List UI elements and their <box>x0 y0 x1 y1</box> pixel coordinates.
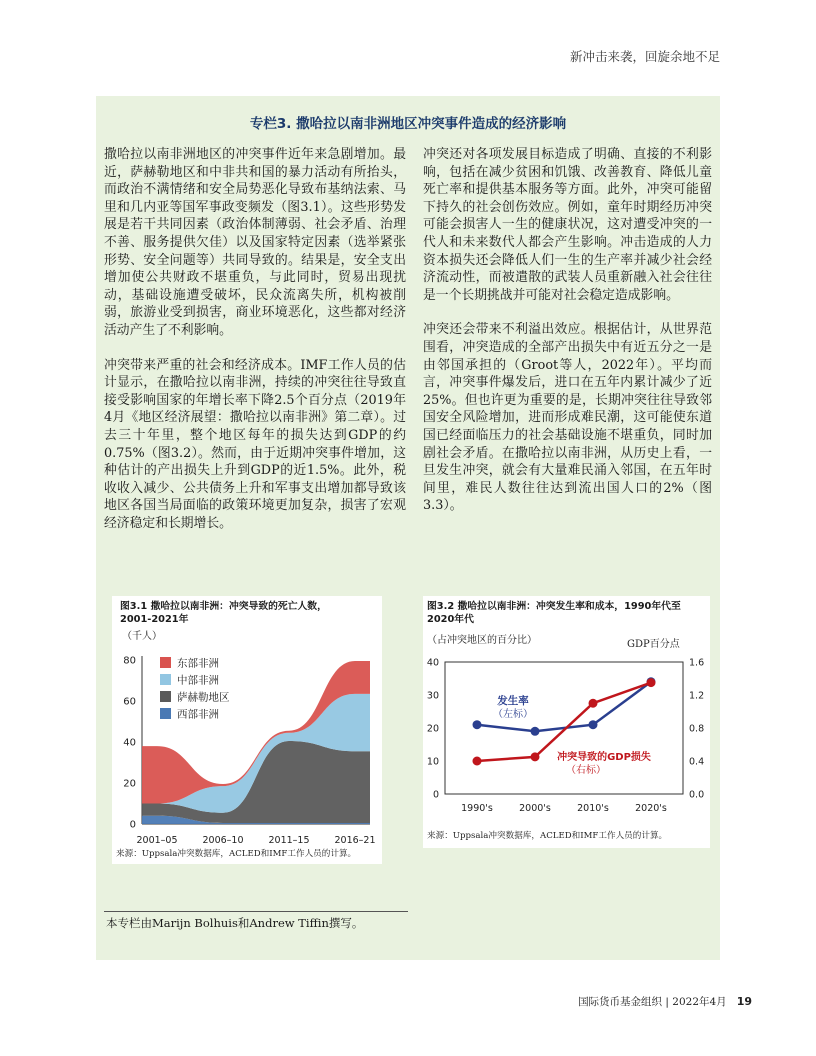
series-label: 冲突导致的GDP损失 <box>557 752 651 763</box>
y-tick-label: 80 <box>123 655 136 667</box>
y-left-tick-label: 30 <box>426 690 439 702</box>
figure-3-2 <box>423 596 710 848</box>
y-tick-label: 0 <box>129 819 136 831</box>
series-note: （左标） <box>493 709 533 720</box>
y-right-tick-label: 0.8 <box>689 723 705 735</box>
y-left-tick-label: 10 <box>426 756 439 768</box>
series-point <box>589 720 598 729</box>
y-left-tick-label: 20 <box>426 723 439 735</box>
figure-title-line: 2020年代 <box>427 614 474 625</box>
page-number: 19 <box>736 995 752 1008</box>
figure-source: 来源：Uppsala冲突数据库，ACLED和IMF工作人员的计算。 <box>116 849 357 859</box>
footnote: 本专栏由Marijn Bolhuis和Andrew Tiffin撰写。 <box>106 916 364 930</box>
y-tick-label: 20 <box>123 778 136 790</box>
figure-title <box>120 600 327 626</box>
series-point <box>589 699 598 708</box>
box-title: 专栏3. 撒哈拉以南非洲地区冲突事件造成的经济影响 <box>249 116 567 132</box>
figure-title-line: 2001-2021年 <box>120 614 189 625</box>
y-tick-label: 40 <box>123 737 136 749</box>
incidence-cost-line-chart <box>423 654 710 824</box>
figure-3-1 <box>112 596 382 864</box>
running-head: 新冲击来袭，回旋余地不足 <box>569 49 720 64</box>
publisher: 国际货币基金组织 | 2022年4月 <box>578 996 727 1008</box>
legend-label: 中部非洲 <box>177 674 219 687</box>
x-tick-label: 2016–21 <box>334 835 376 846</box>
series-point <box>473 720 482 729</box>
x-tick-label: 2006–10 <box>202 835 244 846</box>
legend-label: 西部非洲 <box>177 708 219 721</box>
x-tick-label: 2011–15 <box>268 835 310 846</box>
series-point <box>647 678 656 687</box>
figure-unit-right: GDP百分点 <box>627 639 680 650</box>
figure-title <box>427 600 681 626</box>
x-tick-label: 2010's <box>577 803 609 814</box>
series-label: 发生率 <box>497 695 529 707</box>
legend-label: 东部非洲 <box>177 657 219 670</box>
y-right-tick-label: 0.4 <box>689 756 705 768</box>
figure-unit: （千人） <box>122 631 162 642</box>
paragraph: 冲突带来严重的社会和经济成本。IMF工作人员的估计显示，在撒哈拉以南非洲，持续的冲突往往导致直接受影响国家的年增长率下降2.5个百分点（2019年4月《地区经济展望：撒哈拉以南非洲》第二章）。过去三十年里，整个地区每年的损失达到GDP的约0.75%（图3.2）。然而，由于近期冲突事件增加，这种估计的产出损失上升到GDP的近1.5%。此外，税收收入减少、公共债务上升和军事支出增加都导致该地区各国当局面临的政策环境更加复杂，损害了宏观经济稳定和长期增长。 <box>104 357 406 531</box>
x-tick-label: 2020's <box>635 803 667 814</box>
paragraph: 撒哈拉以南非洲地区的冲突事件近年来急剧增加。最近，萨赫勒地区和中非共和国的暴力活动有所抬头，而政治不满情绪和安全局势恶化导致布基纳法索、马里和几内亚等国军事政变频发（图3.1）。这些形势发展是若干共同因素（政治体制薄弱、社会矛盾、治理不善、服务提供欠佳）以及国家特定因素（选举紧张形势、安全问题等）共同导致的。结果是，安全支出增加使公共财政不堪重负，与此同时，贸易出现扰动，基础设施遭受破坏，民众流离失所，机构被削弱，旅游业受到损害，商业环境恶化，这些都对经济活动产生了不利影响。 <box>104 147 406 338</box>
series-point <box>531 727 540 736</box>
legend-label: 萨赫勒地区 <box>177 691 230 704</box>
figure-title-line: 图3.1 撒哈拉以南非洲：冲突导致的死亡人数， <box>120 601 327 612</box>
series-point <box>473 757 482 766</box>
series-note: （右标） <box>566 765 606 776</box>
footnote-rule <box>104 911 408 912</box>
y-left-tick-label: 40 <box>426 657 439 669</box>
x-tick-label: 2001–05 <box>136 835 178 846</box>
legend-swatch <box>160 674 171 685</box>
x-tick-label: 1990's <box>461 803 493 814</box>
paragraph: 冲突还会带来不利溢出效应。根据估计，从世界范围看，冲突造成的全部产出损失中有近五分之一是由邻国承担的（Groot等人，2022年）。平均而言，冲突事件爆发后，进口在五年内累计减少了近25%。但也许更为重要的是，长期冲突往往导致邻国安全风险增加，进而形成难民潮，这可能使东道国已经面临压力的社会基础设施不堪重负，同时加剧社会矛盾。在撒哈拉以南非洲，从历史上看，一旦发生冲突，就会有大量难民涌入邻国，在五年时间里，难民人数往往达到流出国人口的2%（图3.3）。 <box>423 322 712 514</box>
legend-swatch <box>160 708 171 719</box>
left-column <box>104 146 406 549</box>
x-tick-label: 2000's <box>519 803 551 814</box>
legend-swatch <box>160 657 171 668</box>
paragraph: 冲突还对各项发展目标造成了明确、直接的不利影响，包括在减少贫困和饥饿、改善教育、降低儿童死亡率和提供基本服务等方面。此外，冲突可能留下持久的社会创伤效应。例如，童年时期经历冲突可能会损害人一生的健康状况，这对遭受冲突的一代人和未来数代人都会产生影响。冲击造成的人力资本损失还会降低人们一生的生产率并减少社会经济流动性，而被遣散的武装人员重新融入社会往往是一个长期挑战并可能对社会稳定造成影响。 <box>423 147 712 303</box>
figure-unit-left: （占冲突地区的百分比） <box>427 635 537 646</box>
y-right-tick-label: 0.0 <box>689 789 705 801</box>
figure-title-line: 图3.2 撒哈拉以南非洲：冲突发生率和成本，1990年代至 <box>427 601 681 612</box>
page-footer <box>540 994 752 1009</box>
y-left-tick-label: 0 <box>432 789 439 801</box>
right-column <box>423 146 712 532</box>
legend-swatch <box>160 691 171 702</box>
figure-source: 来源：Uppsala冲突数据库，ACLED和IMF工作人员的计算。 <box>427 831 668 841</box>
y-right-tick-label: 1.6 <box>689 657 705 669</box>
y-tick-label: 60 <box>123 696 136 708</box>
series-point <box>531 752 540 761</box>
y-right-tick-label: 1.2 <box>689 690 705 702</box>
